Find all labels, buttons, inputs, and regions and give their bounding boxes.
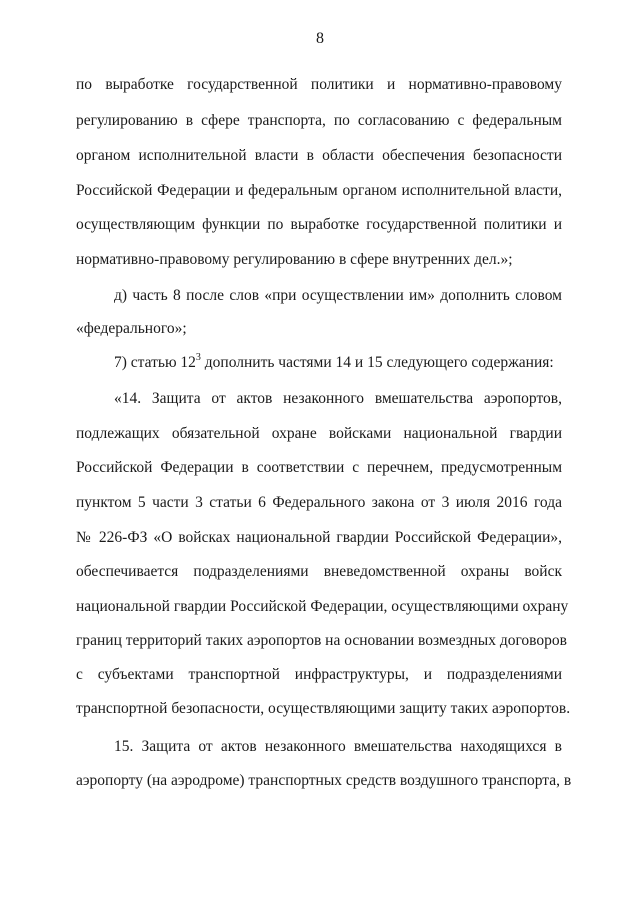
page-number: 8: [316, 30, 324, 47]
text-line: национальной гвардии Российской Федерации, осуществляющими охрану: [76, 598, 569, 615]
text-line: по выработке государственной политики и нормативно-правовому: [76, 76, 562, 93]
text-line: обеспечивается подразделениями вневедомственной охраны войск: [76, 563, 562, 580]
text-line: Российской Федерации в соответствии с перечнем, предусмотренным: [76, 459, 562, 476]
text-line: осуществляющим функции по выработке государственной политики и: [76, 216, 562, 233]
text-line: 15. Защита от актов незаконного вмешательства находящихся в: [114, 738, 562, 755]
text-line: с субъектами транспортной инфраструктуры, и подразделениями: [76, 666, 562, 683]
text-line: транспортной безопасности, осуществляющими защиту таких аэропортов.: [76, 700, 571, 717]
text-line: органом исполнительной власти в области обеспечения безопасности: [76, 147, 562, 164]
text-line: Российской Федерации и федеральным органом исполнительной власти,: [76, 182, 562, 199]
text-line: д) часть 8 после слов «при осуществлении им» дополнить словом: [114, 287, 562, 304]
text-line: нормативно-правовому регулированию в сфере внутренних дел.»;: [76, 251, 513, 268]
text-line: [114, 353, 554, 373]
text-line: «14. Защита от актов незаконного вмешательства аэропортов,: [114, 390, 562, 407]
text-line: границ территорий таких аэропортов на основании возмездных договоров: [76, 632, 567, 649]
text-fragment: 7) статью 12: [114, 354, 196, 371]
text-line: пунктом 5 части 3 статьи 6 Федерального закона от 3 июля 2016 года: [76, 494, 562, 511]
superscript: 3: [195, 351, 201, 363]
text-line: регулированию в сфере транспорта, по согласованию с федеральным: [76, 112, 562, 129]
text-line: аэропорту (на аэродроме) транспортных средств воздушного транспорта, в: [76, 772, 572, 789]
text-fragment: дополнить частями 14 и 15 следующего содержания:: [200, 354, 554, 371]
text-line: «федерального»;: [76, 320, 187, 337]
text-line: № 226-ФЗ «О войсках национальной гвардии Российской Федерации»,: [76, 529, 562, 546]
text-line: подлежащих обязательной охране войсками национальной гвардии: [76, 425, 562, 442]
